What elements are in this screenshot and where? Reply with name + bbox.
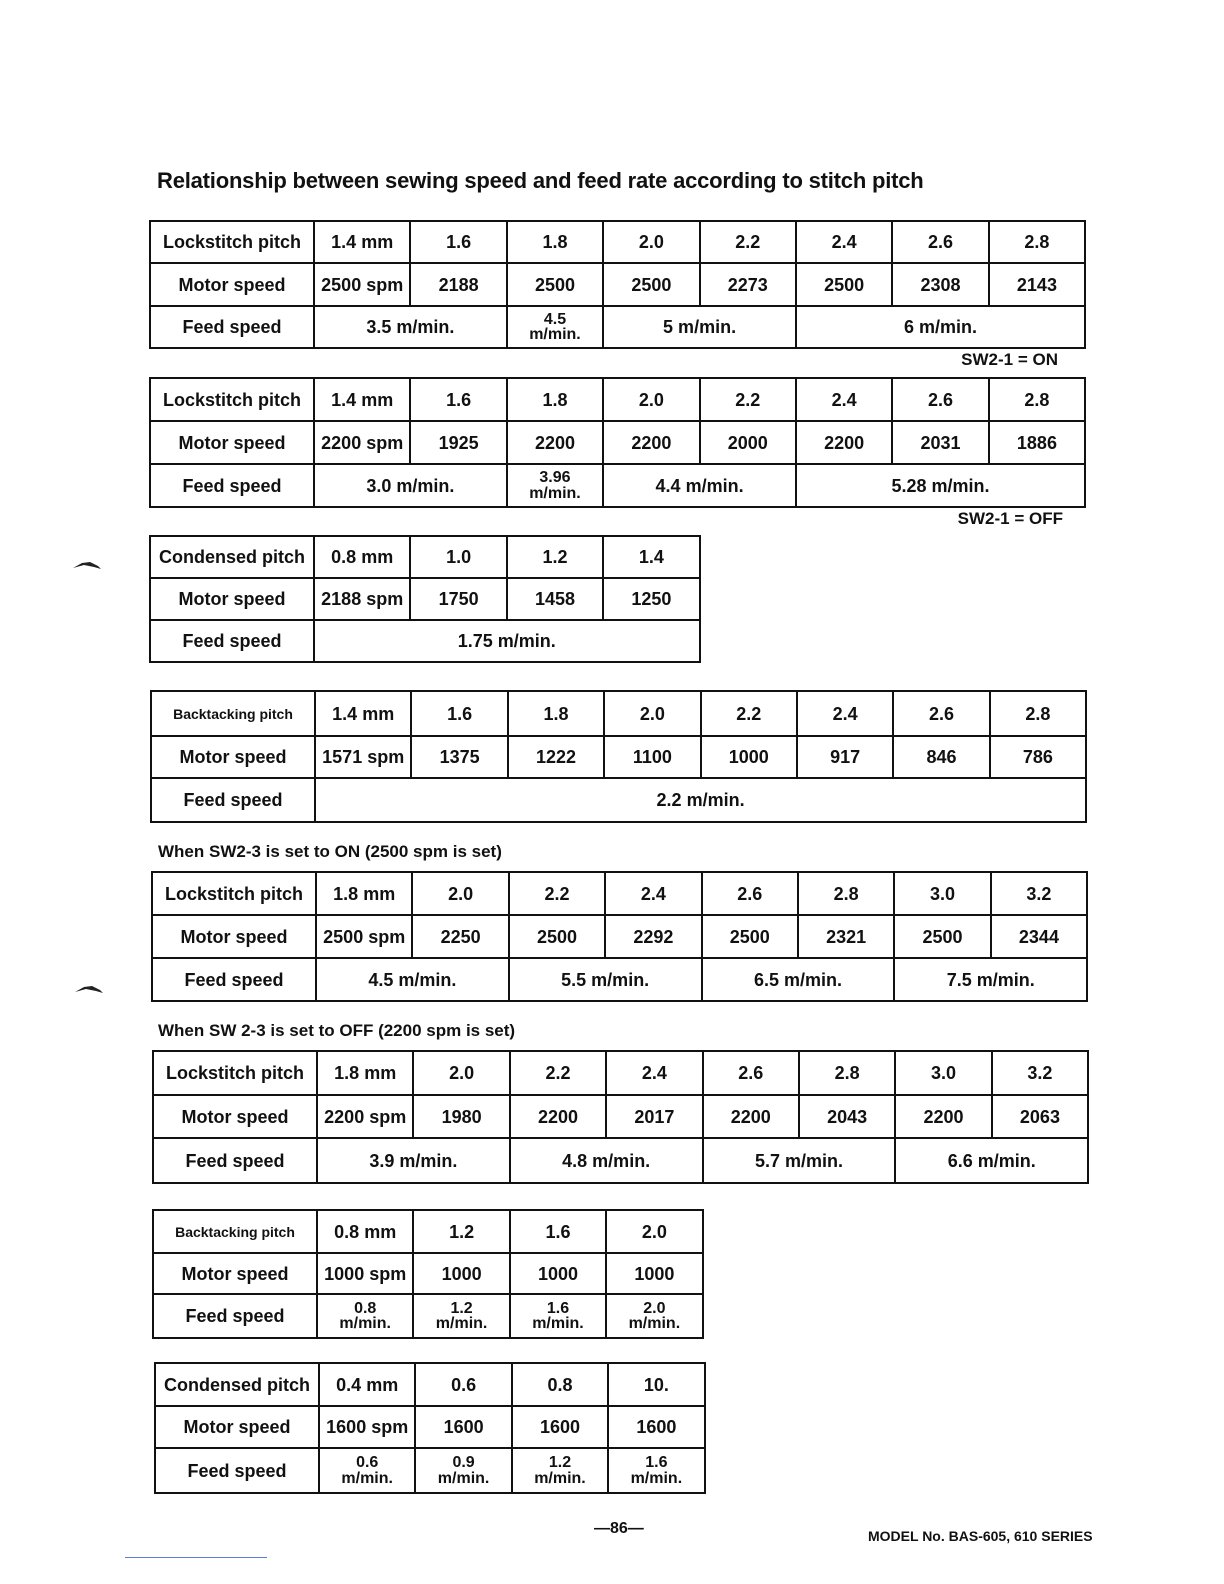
feed-value: 0.8 xyxy=(354,1299,377,1317)
motor-speed-cell: 1925 xyxy=(410,421,506,464)
pitch-cell: 2.0 xyxy=(606,1210,702,1253)
feed-unit: m/min. xyxy=(437,1469,490,1487)
motor-speed-cell: 2200 spm xyxy=(314,421,410,464)
pitch-cell: 2.2 xyxy=(509,872,605,915)
row-label-pitch: Backtacking pitch xyxy=(151,691,315,736)
feed-speed-cell: 5 m/min. xyxy=(603,306,796,348)
row-label-feed-speed: Feed speed xyxy=(150,464,314,507)
motor-speed-cell: 917 xyxy=(797,736,893,778)
pitch-cell: 3.2 xyxy=(992,1051,1088,1095)
feed-speed-cell: 6 m/min. xyxy=(796,306,1085,348)
table-row xyxy=(150,378,1085,421)
pitch-cell: 0.8 mm xyxy=(314,536,410,578)
motor-speed-cell: 846 xyxy=(893,736,989,778)
feed-speed-cell: 7.5 m/min. xyxy=(894,958,1087,1001)
feed-value: 1.2 xyxy=(548,1454,572,1472)
feed-unit: m/min. xyxy=(628,1315,681,1332)
table-row xyxy=(151,778,1086,822)
motor-speed-cell: 2017 xyxy=(606,1095,702,1138)
table-row xyxy=(152,915,1087,958)
row-label-motor-speed: Motor speed xyxy=(155,1406,319,1448)
motor-speed-cell: 2063 xyxy=(992,1095,1088,1138)
motor-speed-cell: 2200 spm xyxy=(317,1095,413,1138)
motor-speed-cell: 1886 xyxy=(989,421,1085,464)
pitch-cell: 1.8 mm xyxy=(316,872,412,915)
feed-speed-cell: 1.75 m/min. xyxy=(314,620,700,662)
pitch-cell: 10. xyxy=(608,1363,704,1406)
motor-speed-cell: 2292 xyxy=(605,915,701,958)
speed-table xyxy=(149,535,701,663)
pitch-cell: 1.8 xyxy=(507,378,603,421)
feed-unit: m/min. xyxy=(529,484,581,502)
table-row xyxy=(153,1138,1088,1183)
feed-speed-cell xyxy=(507,464,603,507)
motor-speed-cell: 1458 xyxy=(507,578,603,620)
motor-speed-cell: 1600 spm xyxy=(319,1406,415,1448)
feed-speed-cell: 5.5 m/min. xyxy=(509,958,702,1001)
pitch-cell: 2.2 xyxy=(701,691,797,736)
table-row xyxy=(150,620,700,662)
scan-mark-icon xyxy=(72,560,102,570)
table-row xyxy=(155,1448,705,1493)
feed-speed-cell xyxy=(507,306,603,348)
row-label-pitch: Lockstitch pitch xyxy=(150,221,314,263)
table-caption: When SW2-3 is set to ON (2500 spm is set) xyxy=(158,842,502,861)
table-row xyxy=(150,221,1085,263)
motor-speed-cell: 1000 spm xyxy=(317,1253,413,1294)
pitch-cell: 1.4 mm xyxy=(314,378,410,421)
feed-speed-cell: 3.0 m/min. xyxy=(314,464,507,507)
motor-speed-cell: 2500 xyxy=(603,263,699,306)
motor-speed-cell: 2344 xyxy=(991,915,1087,958)
row-label-motor-speed: Motor speed xyxy=(151,736,315,778)
row-label-feed-speed: Feed speed xyxy=(153,1138,317,1183)
feed-unit: m/min. xyxy=(534,1469,586,1487)
motor-speed-cell: 2200 xyxy=(895,1095,991,1138)
motor-speed-cell: 2273 xyxy=(700,263,796,306)
motor-speed-cell: 1600 xyxy=(415,1406,511,1448)
switch-setting-note: SW2-1 = OFF xyxy=(957,509,1063,528)
pitch-cell: 2.8 xyxy=(798,872,894,915)
pitch-cell: 1.4 mm xyxy=(315,691,411,736)
switch-setting-note: SW2-1 = ON xyxy=(961,350,1058,369)
feed-value: 1.6 xyxy=(546,1299,570,1317)
page-title: Relationship between sewing speed and feed rate according to stitch pitch xyxy=(157,168,924,193)
table-row xyxy=(150,464,1085,507)
pitch-cell: 0.4 mm xyxy=(319,1363,415,1406)
row-label-pitch: Lockstitch pitch xyxy=(152,872,316,915)
pitch-cell: 2.2 xyxy=(510,1051,606,1095)
motor-speed-cell: 2200 xyxy=(507,421,603,464)
feed-unit: m/min. xyxy=(529,326,581,343)
motor-speed-cell: 1571 spm xyxy=(315,736,411,778)
pitch-cell: 0.8 mm xyxy=(317,1210,413,1253)
motor-speed-cell: 1980 xyxy=(413,1095,509,1138)
pitch-cell: 1.6 xyxy=(411,691,507,736)
row-label-motor-speed: Motor speed xyxy=(150,578,314,620)
pitch-cell: 2.6 xyxy=(702,872,798,915)
feed-unit: m/min. xyxy=(341,1469,393,1487)
pitch-cell: 2.4 xyxy=(797,691,893,736)
pitch-cell: 2.0 xyxy=(413,1051,509,1095)
pitch-cell: 2.8 xyxy=(799,1051,895,1095)
feed-speed-cell: 4.5 m/min. xyxy=(316,958,509,1001)
pitch-cell: 1.8 mm xyxy=(317,1051,413,1095)
motor-speed-cell: 2250 xyxy=(412,915,508,958)
motor-speed-cell: 1222 xyxy=(508,736,604,778)
motor-speed-cell: 2200 xyxy=(603,421,699,464)
feed-speed-cell: 6.5 m/min. xyxy=(702,958,895,1001)
feed-speed-cell xyxy=(415,1448,511,1493)
table-row xyxy=(155,1406,705,1448)
feed-speed-cell: 4.4 m/min. xyxy=(603,464,796,507)
pitch-cell: 1.2 xyxy=(507,536,603,578)
feed-speed-cell xyxy=(317,1294,413,1338)
table-row xyxy=(155,1363,705,1406)
pitch-cell: 1.0 xyxy=(410,536,506,578)
motor-speed-cell: 2200 xyxy=(510,1095,606,1138)
feed-value: 3.96 xyxy=(539,469,571,487)
table-row xyxy=(150,578,700,620)
table-row xyxy=(153,1294,703,1338)
row-label-pitch: Condensed pitch xyxy=(150,536,314,578)
motor-speed-cell: 2500 spm xyxy=(314,263,410,306)
pitch-cell: 0.8 xyxy=(512,1363,608,1406)
row-label-pitch: Lockstitch pitch xyxy=(150,378,314,421)
pitch-cell: 2.4 xyxy=(796,378,892,421)
feed-value: 0.9 xyxy=(452,1454,475,1472)
pitch-cell: 1.6 xyxy=(410,221,506,263)
row-label-pitch: Condensed pitch xyxy=(155,1363,319,1406)
row-label-motor-speed: Motor speed xyxy=(150,421,314,464)
table-row xyxy=(150,306,1085,348)
model-number: MODEL No. BAS-605, 610 SERIES xyxy=(868,1528,1093,1544)
pitch-cell: 2.6 xyxy=(893,691,989,736)
feed-value: 2.0 xyxy=(643,1299,666,1317)
motor-speed-cell: 1750 xyxy=(410,578,506,620)
motor-speed-cell: 786 xyxy=(990,736,1086,778)
table-row xyxy=(152,958,1087,1001)
motor-speed-cell: 1250 xyxy=(603,578,699,620)
pitch-cell: 0.6 xyxy=(415,1363,511,1406)
feed-speed-cell: 5.7 m/min. xyxy=(703,1138,896,1183)
pitch-cell: 1.8 xyxy=(508,691,604,736)
motor-speed-cell: 2188 spm xyxy=(314,578,410,620)
speed-table xyxy=(149,377,1086,508)
row-label-feed-speed: Feed speed xyxy=(155,1448,319,1493)
feed-speed-cell: 5.28 m/min. xyxy=(796,464,1085,507)
motor-speed-cell: 2143 xyxy=(989,263,1085,306)
feed-value: 1.2 xyxy=(450,1299,473,1317)
feed-speed-cell xyxy=(413,1294,509,1338)
table-row xyxy=(151,736,1086,778)
table-row xyxy=(153,1051,1088,1095)
pitch-cell: 3.2 xyxy=(991,872,1087,915)
row-label-feed-speed: Feed speed xyxy=(151,778,315,822)
pitch-cell: 2.0 xyxy=(604,691,700,736)
motor-speed-cell: 2500 xyxy=(509,915,605,958)
row-label-feed-speed: Feed speed xyxy=(153,1294,317,1338)
motor-speed-cell: 2031 xyxy=(892,421,988,464)
speed-table xyxy=(152,1209,704,1339)
pitch-cell: 2.8 xyxy=(990,691,1086,736)
speed-table xyxy=(150,690,1087,823)
row-label-motor-speed: Motor speed xyxy=(150,263,314,306)
feed-unit: m/min. xyxy=(435,1315,488,1332)
motor-speed-cell: 2500 xyxy=(796,263,892,306)
feed-unit: m/min. xyxy=(630,1469,683,1487)
motor-speed-cell: 1375 xyxy=(411,736,507,778)
feed-unit: m/min. xyxy=(339,1315,391,1332)
pitch-cell: 2.6 xyxy=(703,1051,799,1095)
motor-speed-cell: 2500 spm xyxy=(316,915,412,958)
motor-speed-cell: 2043 xyxy=(799,1095,895,1138)
pitch-cell: 2.0 xyxy=(603,221,699,263)
feed-speed-cell: 3.9 m/min. xyxy=(317,1138,510,1183)
table-row xyxy=(152,872,1087,915)
pitch-cell: 2.2 xyxy=(700,221,796,263)
table-row xyxy=(150,536,700,578)
scan-underline xyxy=(125,1557,267,1558)
row-label-feed-speed: Feed speed xyxy=(150,306,314,348)
pitch-cell: 1.6 xyxy=(410,378,506,421)
pitch-cell: 3.0 xyxy=(894,872,990,915)
row-label-pitch: Backtacking pitch xyxy=(153,1210,317,1253)
feed-speed-cell xyxy=(608,1448,704,1493)
feed-value: 4.5 xyxy=(543,310,567,328)
pitch-cell: 2.2 xyxy=(700,378,796,421)
row-label-feed-speed: Feed speed xyxy=(150,620,314,662)
motor-speed-cell: 1000 xyxy=(510,1253,606,1294)
pitch-cell: 2.8 xyxy=(989,378,1085,421)
speed-table xyxy=(152,1050,1089,1184)
pitch-cell: 1.8 xyxy=(507,221,603,263)
feed-speed-cell xyxy=(319,1448,415,1493)
table-row xyxy=(153,1210,703,1253)
pitch-cell: 2.6 xyxy=(892,378,988,421)
table-row xyxy=(150,421,1085,464)
speed-table xyxy=(154,1362,706,1494)
row-label-motor-speed: Motor speed xyxy=(152,915,316,958)
page-number: —86— xyxy=(594,1520,644,1537)
pitch-cell: 1.4 xyxy=(603,536,699,578)
pitch-cell: 1.4 mm xyxy=(314,221,410,263)
table-row xyxy=(153,1095,1088,1138)
scan-mark-icon xyxy=(74,984,104,994)
feed-speed-cell: 3.5 m/min. xyxy=(314,306,507,348)
table-caption: When SW 2-3 is set to OFF (2200 spm is set) xyxy=(158,1021,516,1040)
motor-speed-cell: 2200 xyxy=(703,1095,799,1138)
row-label-motor-speed: Motor speed xyxy=(153,1095,317,1138)
pitch-cell: 2.4 xyxy=(606,1051,702,1095)
feed-speed-cell xyxy=(606,1294,702,1338)
feed-unit: m/min. xyxy=(532,1315,584,1332)
motor-speed-cell: 2321 xyxy=(798,915,894,958)
motor-speed-cell: 1600 xyxy=(512,1406,608,1448)
motor-speed-cell: 1000 xyxy=(701,736,797,778)
pitch-cell: 2.8 xyxy=(989,221,1085,263)
row-label-pitch: Lockstitch pitch xyxy=(153,1051,317,1095)
table-row xyxy=(151,691,1086,736)
motor-speed-cell: 2500 xyxy=(702,915,798,958)
row-label-feed-speed: Feed speed xyxy=(152,958,316,1001)
motor-speed-cell: 1600 xyxy=(608,1406,704,1448)
pitch-cell: 2.4 xyxy=(605,872,701,915)
pitch-cell: 1.2 xyxy=(413,1210,509,1253)
motor-speed-cell: 1000 xyxy=(413,1253,509,1294)
motor-speed-cell: 2500 xyxy=(507,263,603,306)
table-row xyxy=(150,263,1085,306)
pitch-cell: 3.0 xyxy=(895,1051,991,1095)
feed-speed-cell: 4.8 m/min. xyxy=(510,1138,703,1183)
motor-speed-cell: 1000 xyxy=(606,1253,702,1294)
motor-speed-cell: 2500 xyxy=(894,915,990,958)
feed-speed-cell: 2.2 m/min. xyxy=(315,778,1086,822)
pitch-cell: 2.4 xyxy=(796,221,892,263)
motor-speed-cell: 2308 xyxy=(892,263,988,306)
row-label-motor-speed: Motor speed xyxy=(153,1253,317,1294)
motor-speed-cell: 2000 xyxy=(700,421,796,464)
motor-speed-cell: 2188 xyxy=(410,263,506,306)
feed-speed-cell xyxy=(512,1448,608,1493)
speed-table xyxy=(151,871,1088,1002)
pitch-cell: 1.6 xyxy=(510,1210,606,1253)
pitch-cell: 2.0 xyxy=(603,378,699,421)
feed-value: 0.6 xyxy=(356,1454,379,1472)
feed-speed-cell: 6.6 m/min. xyxy=(895,1138,1088,1183)
pitch-cell: 2.0 xyxy=(412,872,508,915)
motor-speed-cell: 2200 xyxy=(796,421,892,464)
table-row xyxy=(153,1253,703,1294)
pitch-cell: 2.6 xyxy=(892,221,988,263)
feed-value: 1.6 xyxy=(645,1454,668,1472)
speed-table xyxy=(149,220,1086,349)
motor-speed-cell: 1100 xyxy=(604,736,700,778)
feed-speed-cell xyxy=(510,1294,606,1338)
